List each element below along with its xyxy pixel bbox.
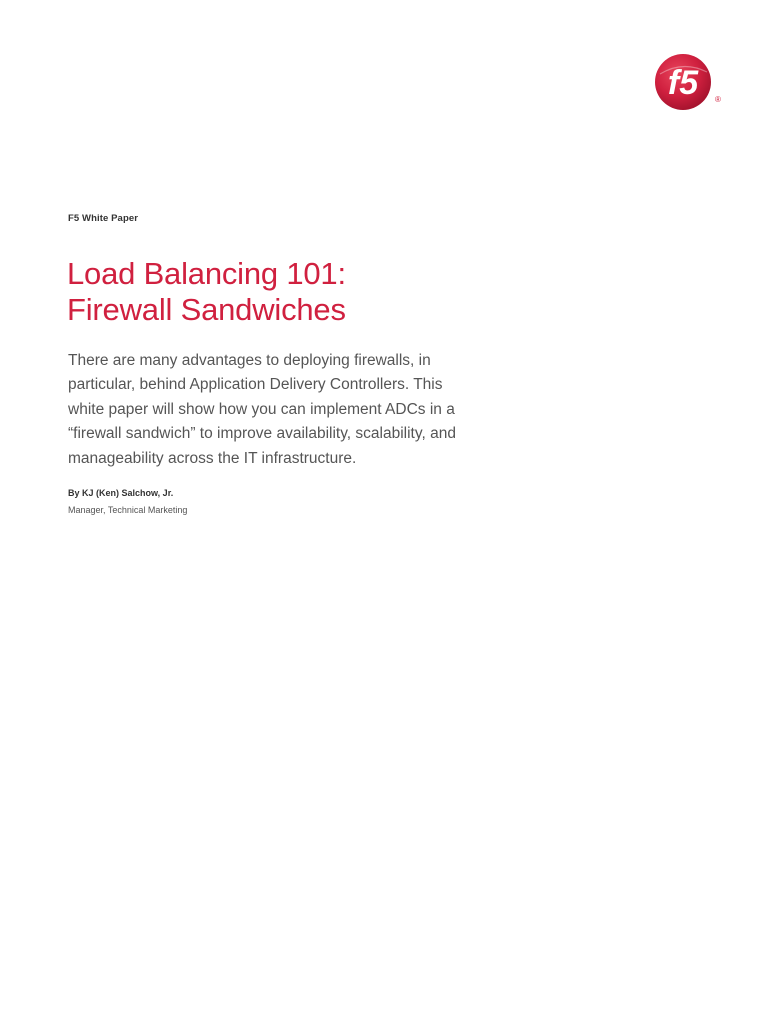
registered-mark: ® (715, 95, 721, 104)
f5-logo (652, 52, 722, 114)
f5-logo-icon (652, 52, 722, 114)
abstract-line: There are many advantages to deploying firewalls, in (68, 352, 431, 369)
title-line-1: Load Balancing 101: (67, 256, 346, 291)
f5-logo-text: f5 (667, 64, 699, 102)
abstract-line: particular, behind Application Delivery Controllers. This (68, 376, 443, 394)
author-byline: By KJ (Ken) Salchow, Jr. (68, 488, 174, 498)
title-line-2: Firewall Sandwiches (67, 292, 346, 327)
abstract-line: white paper will show how you can implement ADCs in a (68, 400, 455, 418)
author-role: Manager, Technical Marketing (68, 505, 188, 515)
abstract-paragraph (68, 349, 528, 471)
abstract-line: manageability across the IT infrastructure. (68, 449, 357, 467)
abstract-line: “firewall sandwich” to improve availability, scalability, and (68, 425, 456, 443)
document-title (67, 256, 567, 328)
document-type-label: F5 White Paper (68, 213, 139, 224)
